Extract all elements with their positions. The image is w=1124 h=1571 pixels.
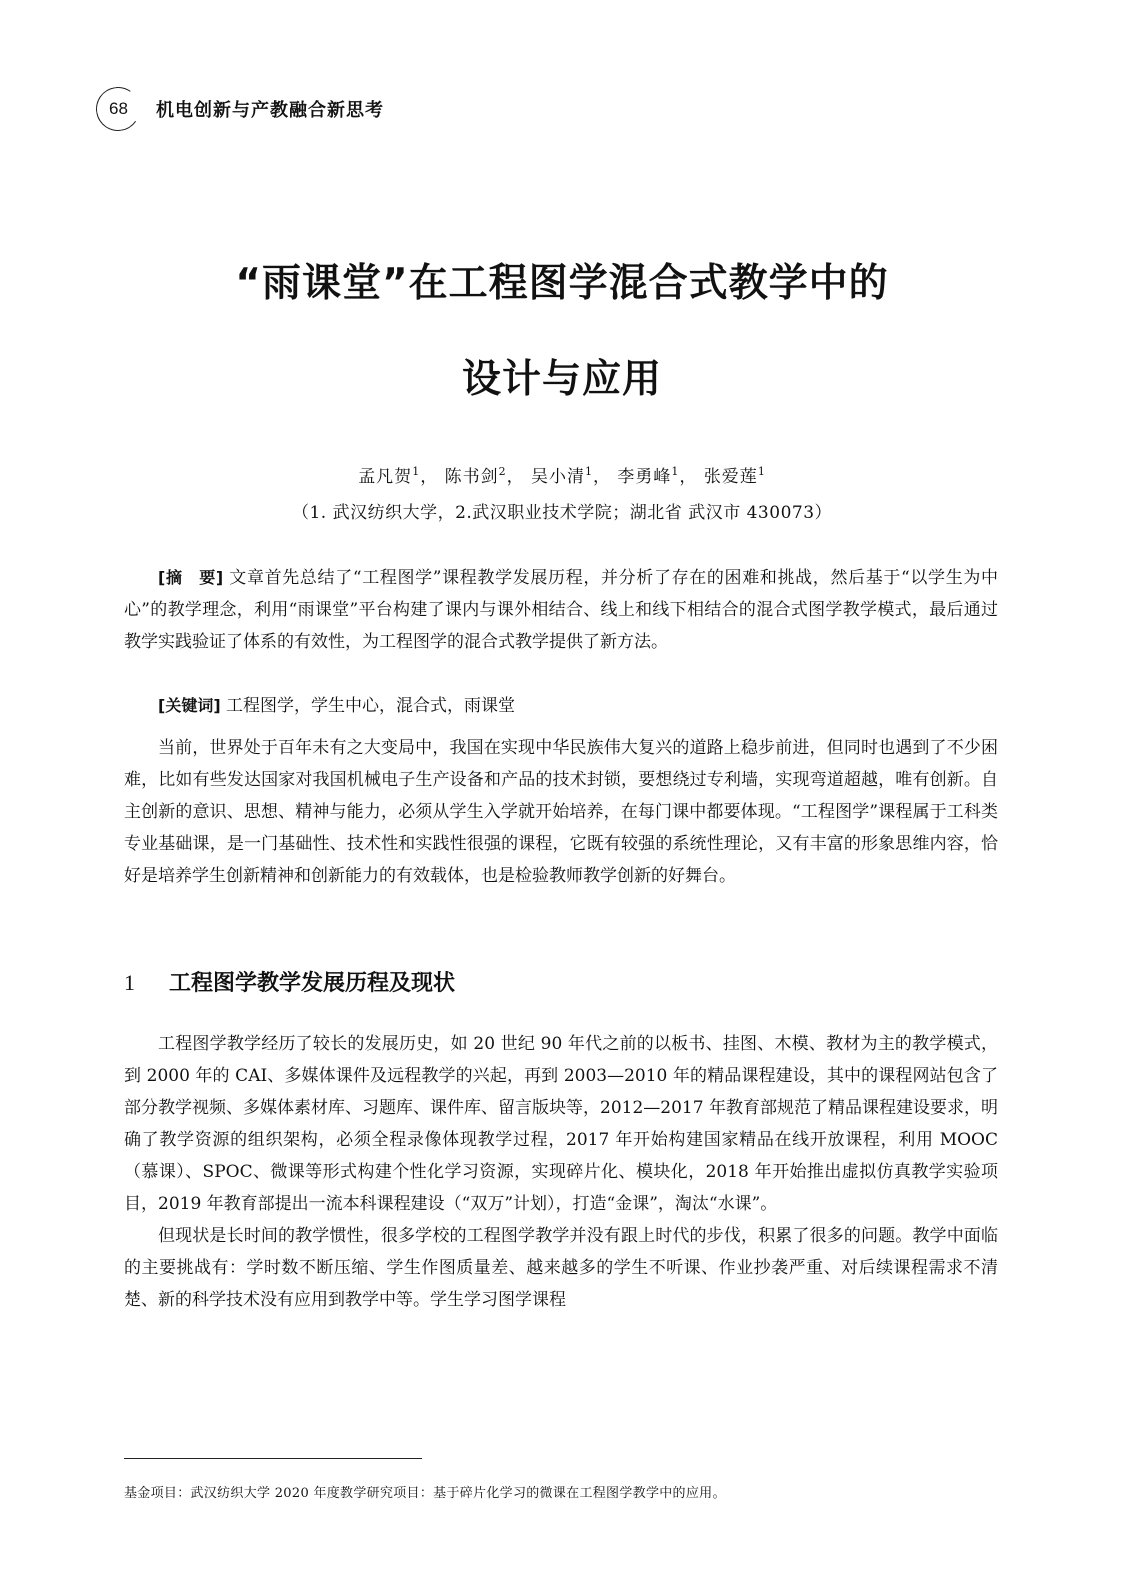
footnote: 基金项目：武汉纺织大学 2020 年度教学研究项目：基于碎片化学习的微课在工程图学教学中的应用。: [124, 1486, 726, 1501]
keywords-text: 工程图学，学生中心，混合式，雨课堂: [226, 696, 516, 716]
section-title: 工程图学教学发展历程及现状: [169, 971, 456, 996]
abstract: [124, 562, 998, 658]
paper-title-line-2: 设计与应用: [461, 357, 662, 402]
author-separator: ，: [679, 467, 698, 487]
abstract-text: 文章首先总结了“工程图学”课程教学发展历程，并分析了存在的困难和挑战，然后基于“以学生为中心”的教学理念，利用“雨课堂”平台构建了课内与课外相结合、线上和线下相结合的混合式图学教学模式，最后通过教学实践验证了体系的有效性，为工程图学的混合式教学提供了新方法。: [124, 568, 998, 652]
author-name: 孟凡贺: [358, 467, 413, 487]
page-number: 68: [108, 99, 128, 119]
author-affiliation-mark: 1: [671, 465, 680, 478]
author-name: 李勇峰: [617, 467, 672, 487]
paper-title-line-1: “雨课堂”在工程图学混合式教学中的: [235, 261, 889, 306]
section-number: 1: [124, 970, 135, 995]
author-affiliation-mark: 1: [757, 465, 766, 478]
footnote-divider: [124, 1458, 422, 1459]
section-1-body: [124, 1028, 998, 1316]
author-name: 吴小清: [531, 467, 585, 487]
affiliation: （1. 武汉纺织大学，2.武汉职业技术学院；湖北省 武汉市 430073）: [291, 503, 833, 523]
author-name: 张爱莲: [703, 467, 758, 487]
author-name: 陈书剑: [444, 467, 499, 487]
keywords: [124, 690, 998, 722]
author-separator: ，: [506, 467, 525, 487]
author-list: [0, 462, 1124, 487]
body-paragraph: 工程图学教学经历了较长的发展历史，如 20 世纪 90 年代之前的以板书、挂图、木模、教材为主的教学模式，到 2000 年的 CAI、多媒体课件及远程教学的兴起，再到 2003—2010 年的精品课程建设，其中的课程网站包含了部分教学视频、多媒体素材库、习题库、课件库、留言版块等，2012—2017 年教育部规范了精品课程建设要求，明确了教学资源的组织架构，必须全程录像体现教学过程，2017 年开始构建国家精品在线开放课程，利用 MOOC（慕课）、SPOC、微课等形式构建个性化学习资源，实现碎片化、模块化，2018 年开始推出虚拟仿真教学实验项目，2019 年教育部提出一流本科课程建设（“双万”计划），打造“金课”，淘汰“水课”。: [124, 1034, 998, 1214]
running-header: [96, 86, 384, 132]
author-affiliation-mark: 1: [585, 465, 593, 478]
author-separator: ，: [593, 467, 611, 487]
body-paragraph: 但现状是长时间的教学惯性，很多学校的工程图学教学并没有跟上时代的步伐，积累了很多的问题。教学中面临的主要挑战有：学时数不断压缩、学生作图质量差、越来越多的学生不听课、作业抄袭严重、对后续课程需求不清楚、新的科学技术没有应用到教学中等。学生学习图学课程: [124, 1226, 998, 1310]
intro-paragraph: 当前，世界处于百年未有之大变局中，我国在实现中华民族伟大复兴的道路上稳步前进，但同时也遇到了不少困难，比如有些发达国家对我国机械电子生产设备和产品的技术封锁，要想绕过专利墙，实现弯道超越，唯有创新。自主创新的意识、思想、精神与能力，必须从学生入学就开始培养，在每门课中都要体现。“工程图学”课程属于工科类专业基础课，是一门基础性、技术性和实践性很强的课程，它既有较强的系统性理论，又有丰富的形象思维内容，恰好是培养学生创新精神和创新能力的有效载体，也是检验教师教学创新的好舞台。: [124, 738, 998, 886]
author-affiliation-mark: 2: [498, 465, 507, 478]
page-number-badge: [93, 84, 144, 135]
running-title: 机电创新与产教融合新思考: [156, 100, 384, 121]
author-affiliation-mark: 1: [412, 465, 421, 478]
section-heading: [124, 966, 455, 997]
abstract-label: [摘 要]: [158, 568, 224, 587]
author-separator: ，: [420, 467, 439, 487]
intro-section: [124, 732, 998, 892]
keywords-label: [关键词]: [158, 696, 221, 715]
